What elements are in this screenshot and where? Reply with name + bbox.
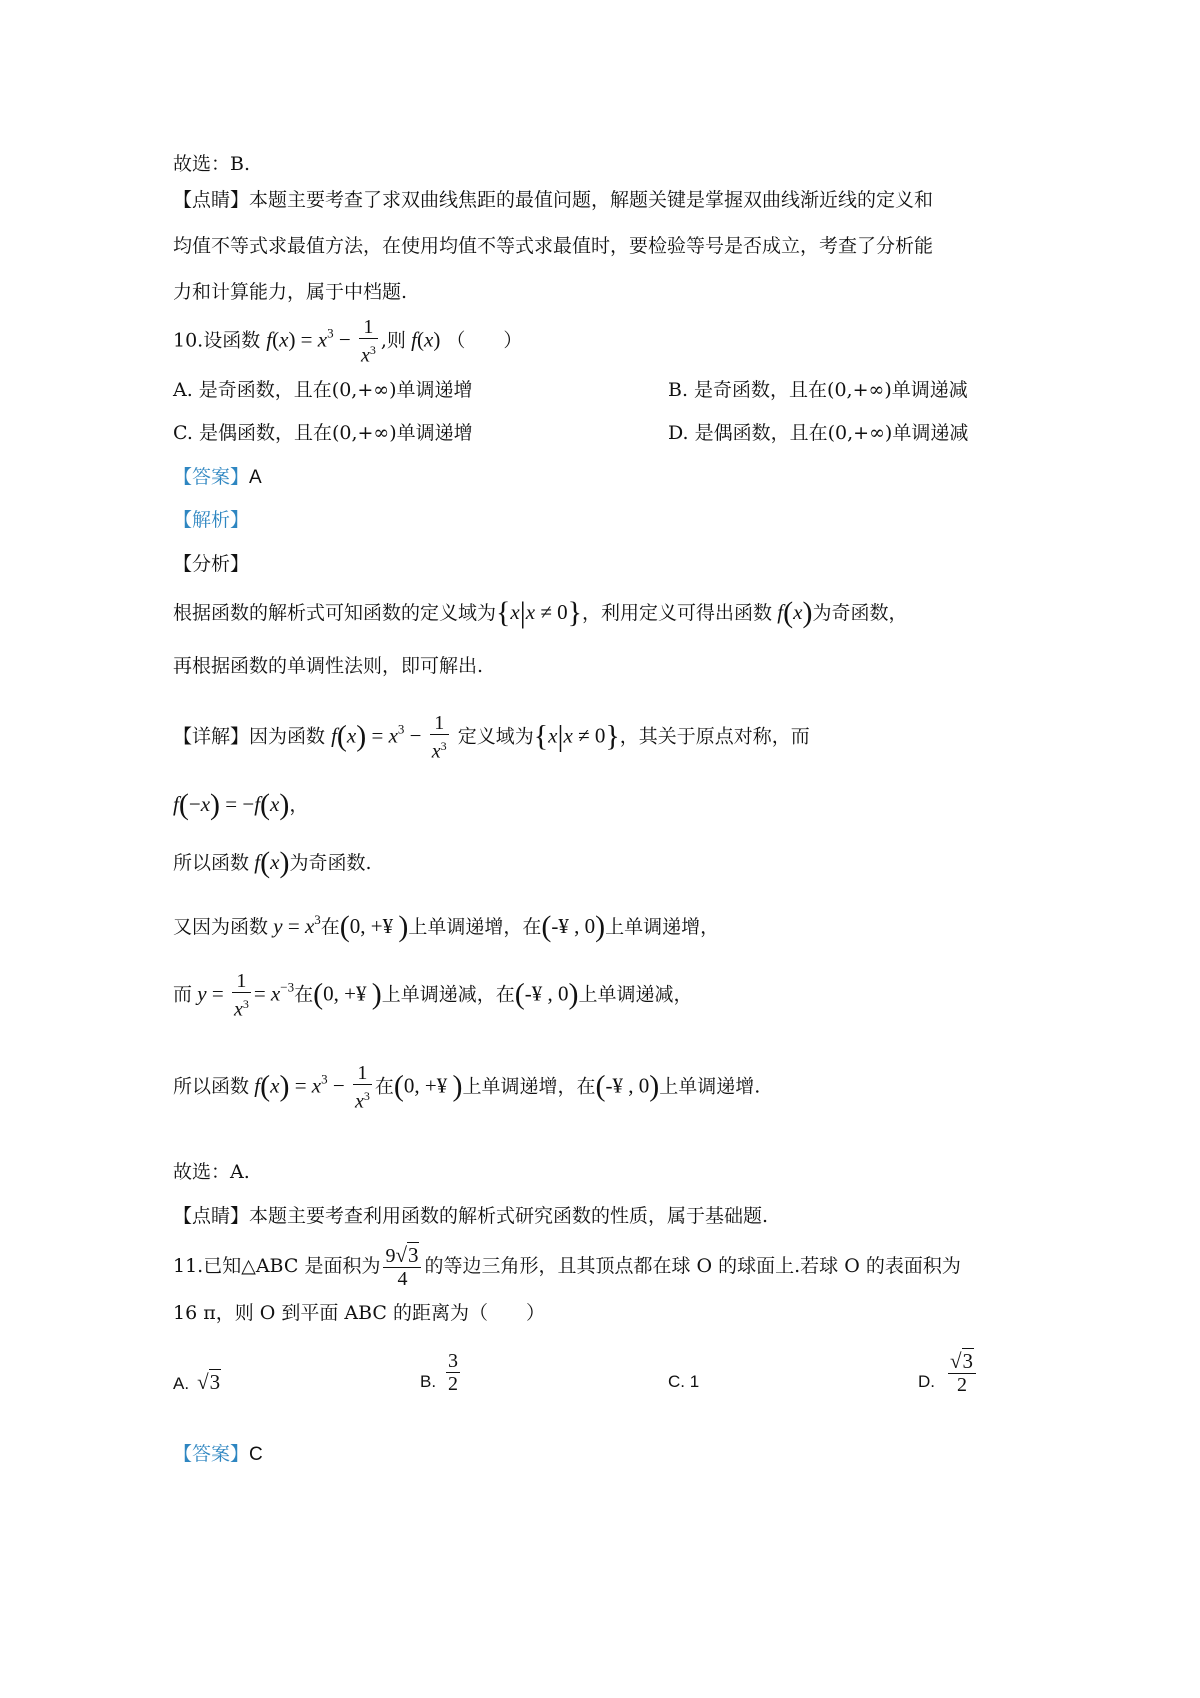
text: 所以函数 (173, 852, 250, 874)
answer-label: 【答案】 (173, 1443, 250, 1465)
analysis-label (173, 506, 249, 534)
text: 力和计算能力，属于中档题. (173, 281, 408, 303)
text: 均值不等式求最值方法，在使用均值不等式求最值时，要检验等号是否成立，考查了分析能 (173, 235, 934, 257)
formula: f (266, 327, 273, 352)
detail-line-monotone-1: 又因为函数 $y = x^3$在(0, +¥ )上单调递增，在(-¥ , 0)上单调递增， (173, 910, 720, 943)
text: A. (173, 1374, 190, 1393)
text: 故选：B. (173, 153, 251, 175)
text: 又因为函数 (173, 916, 269, 938)
option-b (668, 376, 968, 404)
analysis-para-2 (173, 652, 483, 680)
text: 上单调递增，在 (408, 916, 542, 938)
option-d (668, 419, 968, 447)
text: 根据函数的解析式可知函数的定义域为 (173, 602, 497, 624)
text: ,则 (380, 329, 406, 352)
comment-line-1 (173, 186, 933, 214)
text: C. 1 (668, 1372, 700, 1391)
comment-line-4 (173, 1202, 768, 1230)
text: 为奇函数. (289, 852, 372, 874)
text: ，利用定义可得出函数 (582, 602, 773, 624)
text: 【点睛】本题主要考查了求双曲线焦距的最值问题，解题关键是掌握双曲线渐近线的定义和 (173, 189, 934, 211)
text: 【分析】 (173, 553, 250, 575)
text: 在 (320, 916, 340, 938)
option-d-fraction: $\frac{√3}{2}$ (945, 1350, 979, 1396)
fenxi-label (173, 550, 249, 578)
text: B. 是奇函数，且在(0,+∞)单调递减 (668, 379, 968, 401)
text: 上单调递增， (605, 916, 720, 938)
text: 【点睛】本题主要考查利用函数的解析式研究函数的性质，属于基础题. (173, 1205, 769, 1227)
detail-line-odd: 所以函数 f(x)为奇函数. (173, 846, 372, 879)
option-a: A. √3 (173, 1370, 221, 1394)
question-11-line-2 (173, 1299, 545, 1327)
text: 在 (374, 1075, 394, 1098)
text: ，其关于原点对称，而 (619, 725, 810, 748)
text: 上单调递增，在 (462, 1075, 596, 1098)
detail-line-conclusion: 所以函数 $f(x) = x^3$ − $\frac{1}{x^3}$ 在(0, +¥ )上单调递增，在(-¥ , 0)上单调递增. (173, 1062, 761, 1113)
analysis-para-1: 根据函数的解析式可知函数的定义域为{x|x ≠ 0}，利用定义可得出函数 f(x)为奇函数， (173, 596, 908, 629)
question-11-line-1: 11.已知△ABC 是面积为 $\frac{9√3}{4}$ 的等边三角形，且其顶点都在球 O 的球面上.若球 O 的表面积为 (173, 1243, 961, 1290)
option-c (668, 1368, 699, 1396)
text: 11.已知△ABC 是面积为 (173, 1255, 381, 1277)
text: 为奇函数， (812, 602, 908, 624)
comment-line-2 (173, 232, 933, 260)
paren-blank: （ ） (446, 329, 523, 352)
answer-value: A (249, 467, 262, 488)
question-10: 10.设函数 $f(x) = x^3$ − $\frac{1}{x^3}$ ,则 f(x) （ ） (173, 316, 523, 367)
text: 16 π，则 O 到平面 ABC 的距离为（ ） (173, 1302, 546, 1324)
text: 在 (294, 983, 314, 1006)
text: 再根据函数的单调性法则，即可解出. (173, 655, 484, 677)
text: 而 (173, 983, 193, 1006)
answer-value: C (249, 1444, 263, 1465)
text: 上单调递减， (578, 983, 693, 1006)
text: 定义域为 (457, 725, 534, 748)
option-d (918, 1368, 935, 1396)
text: D. 是偶函数，且在(0,+∞)单调递减 (668, 422, 969, 444)
question-number: 10.设函数 (173, 329, 261, 352)
text: 【解析】 (173, 509, 250, 531)
text: 上单调递减，在 (381, 983, 515, 1006)
text: A. 是奇函数，且在(0,+∞)单调递增 (173, 379, 473, 401)
option-c (173, 419, 473, 447)
choice-a-line (173, 1158, 250, 1186)
option-b (420, 1368, 436, 1396)
text: 因为函数 (249, 725, 326, 748)
text: 所以函数 (173, 1075, 250, 1098)
text: 故选：A. (173, 1161, 250, 1183)
answer-choice-line (173, 150, 250, 178)
text: B. (420, 1372, 437, 1391)
comment-line-3 (173, 278, 407, 306)
detail-equation: f(−x) = −f(x)， (173, 788, 309, 821)
detail-line-monotone-2: 而 y = $\frac{1}{x^3}$ = $x^{-3}$在(0, +¥ )上单调递减，在(-¥ , 0)上单调递减， (173, 970, 693, 1021)
text: D. (918, 1372, 935, 1391)
text: 上单调递增. (659, 1075, 761, 1098)
answer-line (173, 463, 262, 492)
answer-line-11 (173, 1440, 263, 1469)
text: 的等边三角形，且其顶点都在球 O 的球面上.若球 O 的表面积为 (424, 1255, 961, 1277)
option-b-fraction: $\frac{3}{2}$ (448, 1350, 458, 1395)
option-a (173, 376, 473, 404)
detail-label: 【详解】 (173, 725, 250, 748)
fraction: $\frac{1}{x^3}$ (360, 316, 376, 367)
detail-line-1: 【详解】因为函数 $f(x) = x^3$ − $\frac{1}{x^3}$ 定义域为{x|x ≠ 0}，其关于原点对称，而 (173, 712, 810, 763)
text: C. 是偶函数，且在(0,+∞)单调递增 (173, 422, 473, 444)
answer-label: 【答案】 (173, 466, 250, 488)
